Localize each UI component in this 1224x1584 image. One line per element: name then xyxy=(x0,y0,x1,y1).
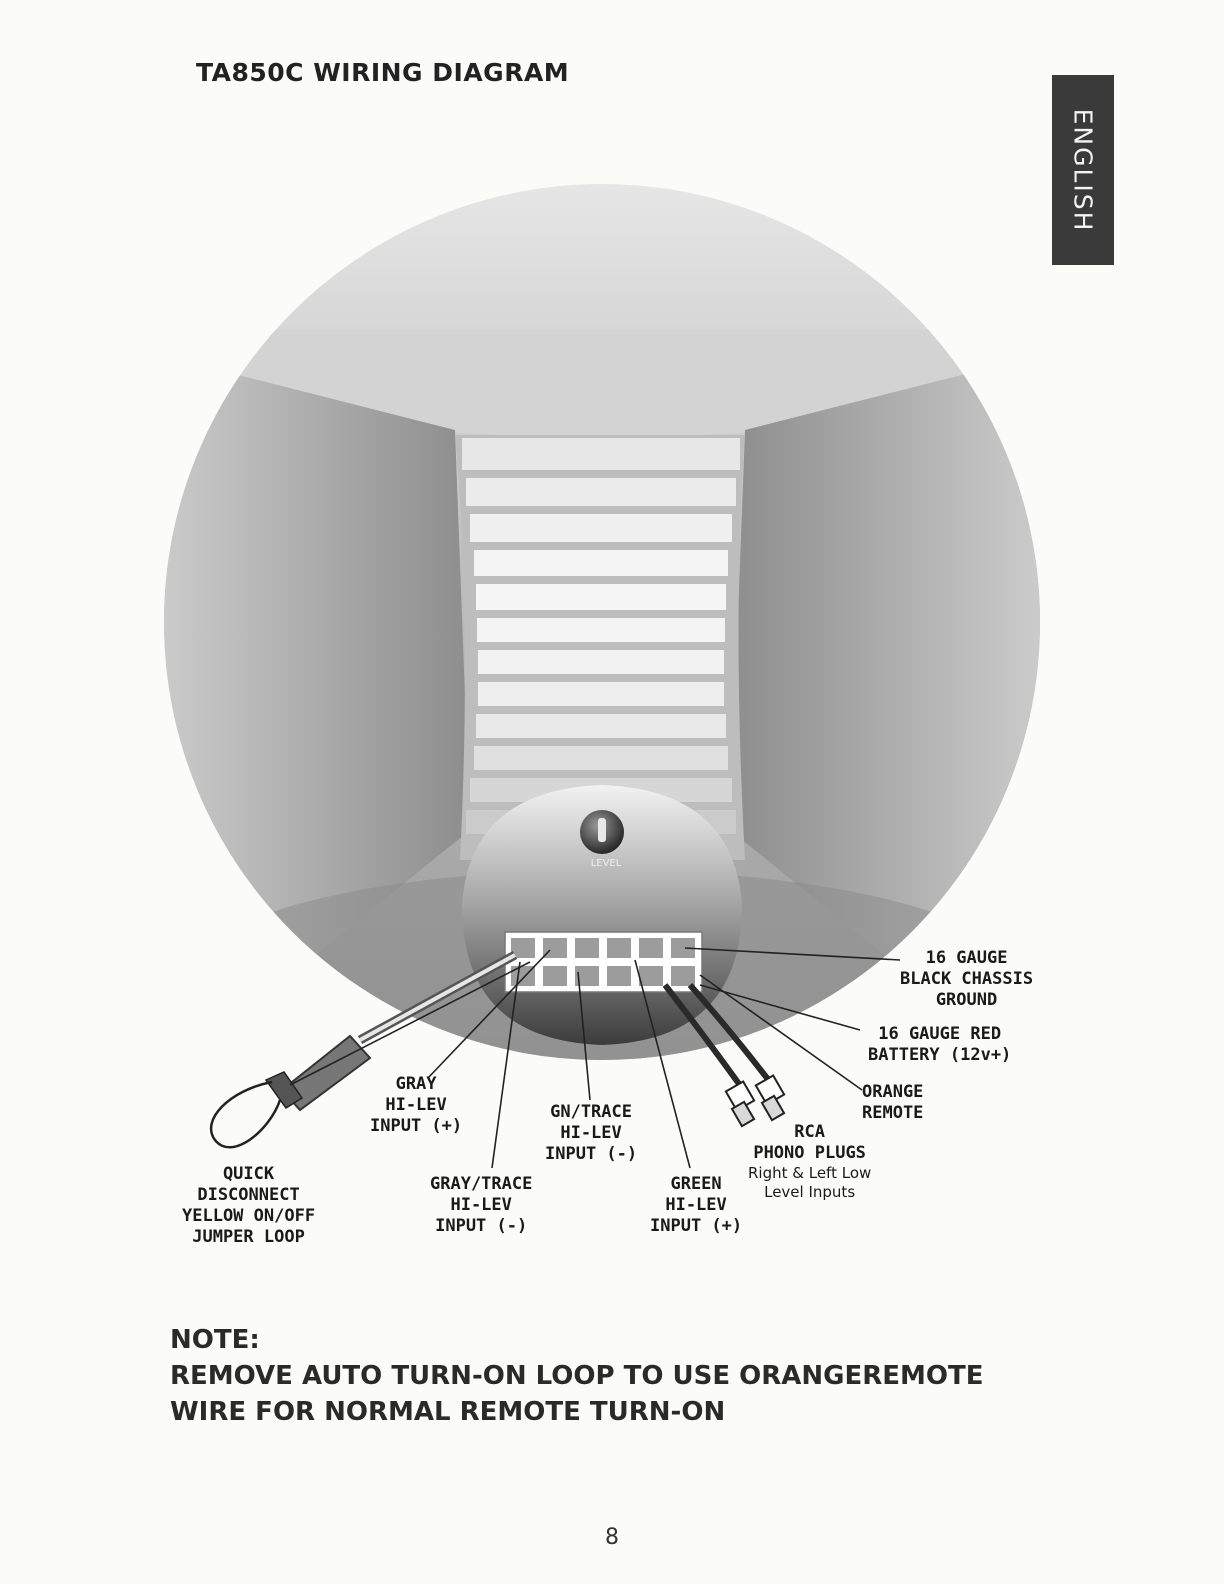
language-tab-label: ENGLISH xyxy=(1068,108,1098,232)
note-line-1: REMOVE AUTO TURN-ON LOOP TO USE ORANGEREMOTE xyxy=(170,1361,984,1391)
note-heading: NOTE: xyxy=(170,1325,260,1355)
label-battery: 16 GAUGE RED BATTERY (12v+) xyxy=(868,1024,1012,1065)
page-number: 8 xyxy=(605,1525,619,1550)
label-remote: ORANGE REMOTE xyxy=(862,1082,924,1123)
label-chassis-ground: 16 GAUGE BLACK CHASSIS GROUND xyxy=(900,948,1034,1010)
note-line-2: WIRE FOR NORMAL REMOTE TURN-ON xyxy=(170,1397,726,1427)
label-gn-trace: GN/TRACE HI-LEV INPUT (-) xyxy=(545,1102,638,1164)
diagram-title: TA850C WIRING DIAGRAM xyxy=(196,58,570,87)
label-gray: GRAY HI-LEV INPUT (+) xyxy=(370,1074,463,1136)
knob-icon[interactable] xyxy=(580,810,624,854)
terminal-block-icon xyxy=(505,932,702,992)
label-jumper: QUICK DISCONNECT YELLOW ON/OFF JUMPER LOOP xyxy=(182,1164,316,1247)
level-knob-label: LEVEL xyxy=(590,858,622,869)
label-gray-trace: GRAY/TRACE HI-LEV INPUT (-) xyxy=(430,1174,533,1236)
label-rca: RCA PHONO PLUGS Right & Left Low Level Inputs xyxy=(748,1122,872,1201)
label-green: GREEN HI-LEV INPUT (+) xyxy=(650,1174,743,1236)
note-block xyxy=(170,1322,984,1430)
